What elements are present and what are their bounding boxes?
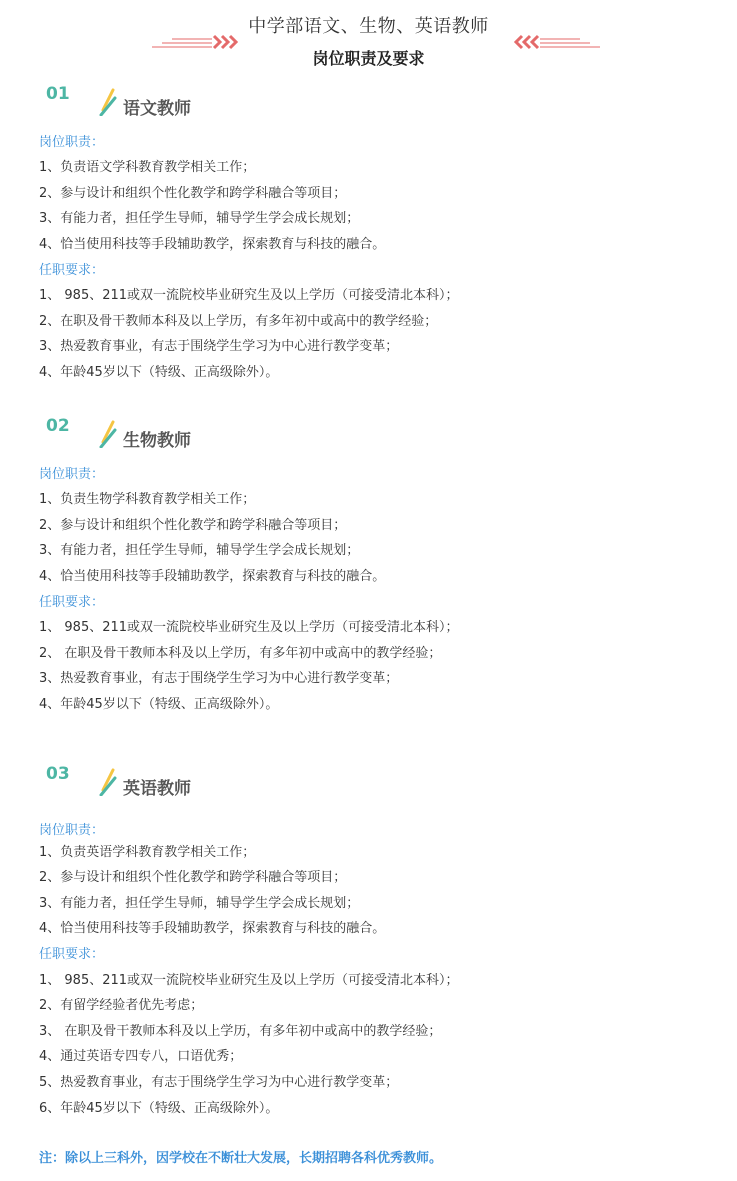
duty-item: 1、负责语文学科教育教学相关工作；: [39, 160, 256, 175]
requirement-item: 2、有留学经验者优先考虑；: [39, 998, 204, 1013]
duty-item: 1、负责英语学科教育教学相关工作；: [39, 845, 256, 860]
duty-item: 4、恰当使用科技等手段辅助教学，探索教育与科技的融合。: [39, 569, 386, 584]
section-title: 生物教师: [123, 431, 191, 451]
duties-label: 岗位职责：: [39, 823, 105, 838]
requirement-item: 2、 在职及骨干教师本科及以上学历，有多年初中或高中的教学经验；: [39, 646, 442, 661]
requirement-item: 6、年龄45岁以下（特级、正高级除外）。: [39, 1101, 279, 1116]
requirement-item: 5、热爱教育事业，有志于围绕学生学习为中心进行教学变革；: [39, 1075, 399, 1090]
duty-item: 2、参与设计和组织个性化教学和跨学科融合等项目；: [39, 186, 347, 201]
duties-label: 岗位职责：: [39, 467, 105, 482]
section-chinese-teacher: [0, 84, 737, 380]
pencil-icon: [97, 418, 119, 448]
page-title: 岗位职责及要求: [312, 49, 425, 68]
section-number: 03: [46, 764, 70, 784]
pencil-icon: [97, 86, 119, 116]
duty-item: 3、有能力者，担任学生导师，辅导学生学会成长规划；: [39, 896, 360, 911]
section-header: [0, 84, 737, 130]
page-header: [0, 0, 737, 78]
section-biology-teacher: [0, 416, 737, 712]
requirement-item: 1、 985、211或双一流院校毕业研究生及以上学历（可接受清北本科）；: [39, 973, 459, 988]
section-header: [0, 416, 737, 462]
section-header: [0, 764, 737, 810]
requirement-item: 1、 985、211或双一流院校毕业研究生及以上学历（可接受清北本科）；: [39, 620, 459, 635]
duty-item: 2、参与设计和组织个性化教学和跨学科融合等项目；: [39, 870, 347, 885]
requirement-item: 4、年龄45岁以下（特级、正高级除外）。: [39, 697, 279, 712]
duty-item: 3、有能力者，担任学生导师，辅导学生学会成长规划；: [39, 211, 360, 226]
section-title: 英语教师: [123, 779, 191, 799]
requirement-item: 3、 在职及骨干教师本科及以上学历，有多年初中或高中的教学经验；: [39, 1024, 442, 1039]
requirement-item: 4、年龄45岁以下（特级、正高级除外）。: [39, 365, 279, 380]
duty-item: 4、恰当使用科技等手段辅助教学，探索教育与科技的融合。: [39, 921, 386, 936]
section-english-teacher: [0, 764, 737, 1116]
duty-item: 3、有能力者，担任学生导师，辅导学生学会成长规划；: [39, 543, 360, 558]
requirement-item: 3、热爱教育事业，有志于围绕学生学习为中心进行教学变革；: [39, 339, 399, 354]
section-title: 语文教师: [123, 99, 191, 119]
section-number: 01: [46, 84, 70, 104]
duty-item: 2、参与设计和组织个性化教学和跨学科融合等项目；: [39, 518, 347, 533]
requirement-item: 4、通过英语专四专八，口语优秀；: [39, 1049, 243, 1064]
footer-note: 注：除以上三科外，因学校在不断壮大发展，长期招聘各科优秀教师。: [39, 1151, 443, 1166]
requirement-item: 3、热爱教育事业，有志于围绕学生学习为中心进行教学变革；: [39, 671, 399, 686]
page-subtitle: 中学部语文、生物、英语教师: [248, 16, 489, 37]
requirement-item: 2、在职及骨干教师本科及以上学历，有多年初中或高中的教学经验；: [39, 314, 438, 329]
duty-item: 1、负责生物学科教育教学相关工作；: [39, 492, 256, 507]
requirements-label: 任职要求：: [39, 595, 105, 610]
requirements-label: 任职要求：: [39, 263, 105, 278]
pencil-icon: [97, 766, 119, 796]
duties-label: 岗位职责：: [39, 135, 105, 150]
requirement-item: 1、 985、211或双一流院校毕业研究生及以上学历（可接受清北本科）；: [39, 288, 459, 303]
section-number: 02: [46, 416, 70, 436]
requirements-label: 任职要求：: [39, 947, 105, 962]
duty-item: 4、恰当使用科技等手段辅助教学，探索教育与科技的融合。: [39, 237, 386, 252]
